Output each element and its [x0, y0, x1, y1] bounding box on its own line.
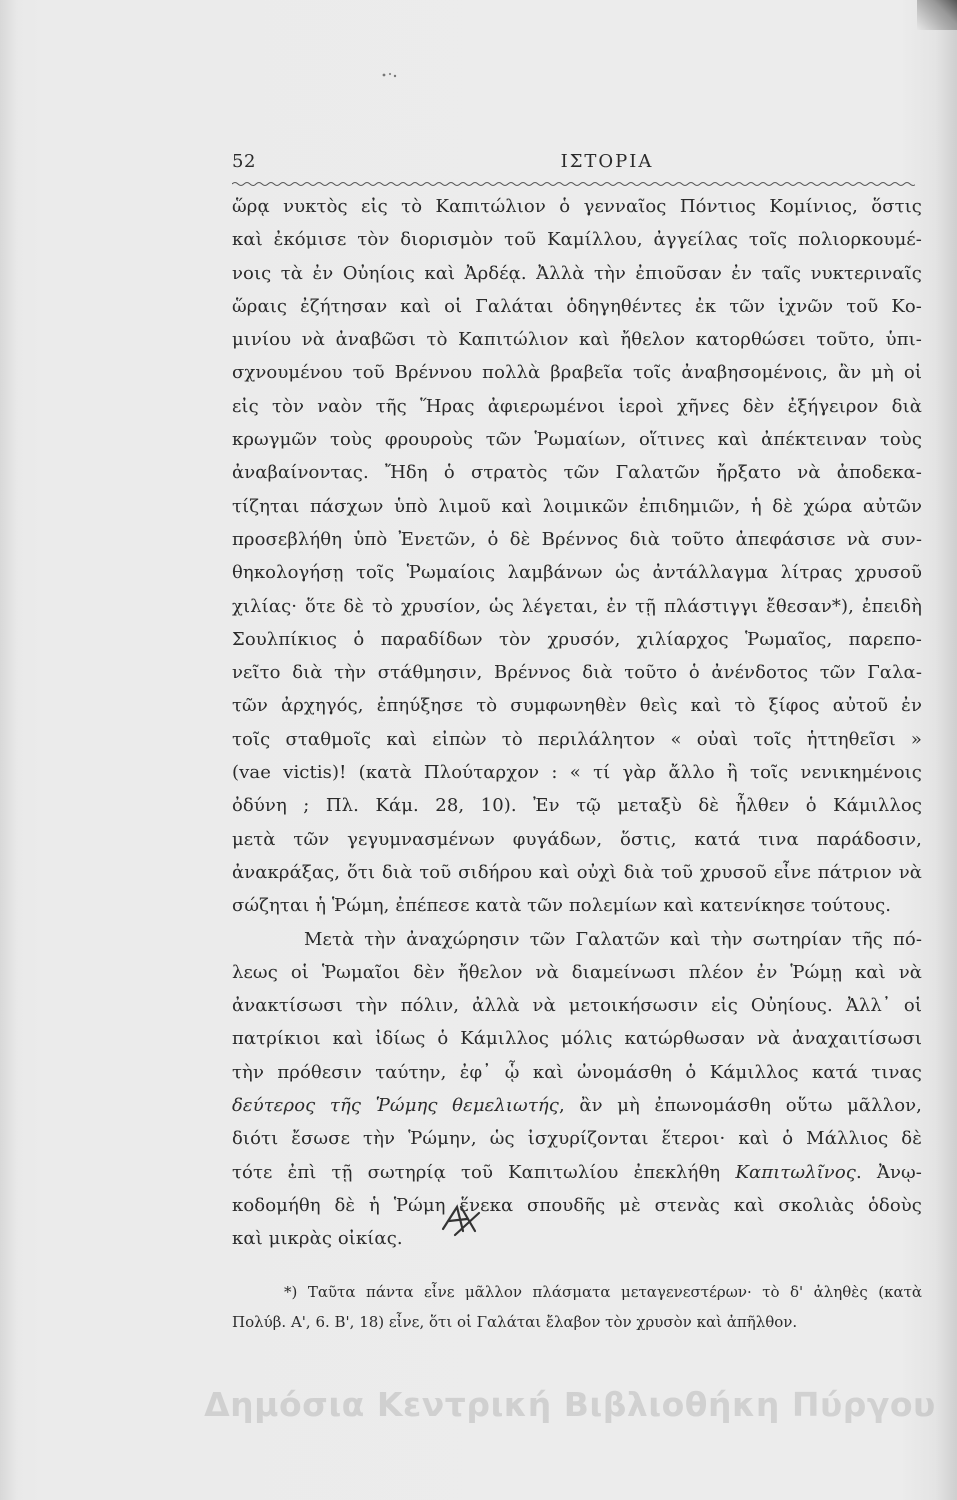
- text-line: σώζηται ἡ Ῥώμη, ἐπέπεσε κατὰ τῶν πολεμίων καὶ κατενίκησε τούτους.: [232, 895, 892, 917]
- text-line: χιλίας· ὅτε δὲ τὸ χρυσίον, ὡς λέγεται, ἐν τῇ πλάστιγγι ἔθεσαν*), ἐπειδὴ: [232, 595, 922, 617]
- footnote: [232, 1277, 922, 1337]
- ink-specks: [380, 70, 400, 80]
- text-line: προσεβλήθη ὑπὸ Ἐνετῶν, ὁ δὲ Βρέννος διὰ τοῦτο ἀπεφάσισε νὰ συν-: [232, 528, 922, 550]
- text-line: ἀνακράξας, ὅτι διὰ τοῦ σιδήρου καὶ οὐχὶ διὰ τοῦ χρυσοῦ εἶνε πάτριον νὰ: [232, 861, 922, 883]
- text-line: τῶν ἀρχηγός, ἐπηύξησε τὸ συμφωνηθὲν θεὶς καὶ τὸ ξίφος αὐτοῦ ἐν: [232, 695, 922, 717]
- text-line: ὥρᾳ νυκτὸς εἰς τὸ Καπιτώλιον ὁ γενναῖος Πόντιος Κομίνιος, ὅστις: [232, 196, 922, 217]
- text-line: καὶ ἐκόμισε τὸν διορισμὸν τοῦ Καμίλλου, ἀγγείλας τοῖς πολιορκουμέ-: [232, 229, 922, 251]
- text-line: νοις τὰ ἐν Οὐηίοις καὶ Ἀρδέᾳ. Ἀλλὰ τὴν ἐπιοῦσαν ἐν ταῖς νυκτεριναῖς: [232, 262, 922, 284]
- text-line: Μετὰ τὴν ἀναχώρησιν τῶν Γαλατῶν καὶ τὴν σωτηρίαν τῆς πό-: [304, 928, 922, 950]
- page-corner-shadow: [917, 0, 957, 30]
- footnote-line: Πολύβ. Α', 6. Β', 18) εἶνε, ὅτι οἱ Γαλάται ἔλαβον τὸν χρυσὸν καὶ ἀπῆλθον.: [232, 1313, 798, 1331]
- library-watermark: Δημόσια Κεντρική Βιβλιοθήκη Πύργου: [204, 1385, 936, 1424]
- page-number: 52: [232, 151, 256, 172]
- text-line: λεως οἱ Ῥωμαῖοι δὲν ἤθελον νὰ διαμείνωσι πλέον ἐν Ῥώμῃ καὶ νὰ: [232, 961, 922, 983]
- text-line: κρωγμῶν τοὺς φρουροὺς τῶν Ῥωμαίων, οἵτινες καὶ ἀπέκτειναν τοὺς: [232, 429, 922, 451]
- text-line: τίζηται πάσχων ὑπὸ λιμοῦ καὶ λοιμικῶν ἐπιδημιῶν, ἡ δὲ χώρα αὐτῶν: [232, 495, 922, 517]
- text-line: μετὰ τῶν γεγυμνασμένων φυγάδων, ὅστις, κατά τινα παράδοσιν,: [232, 828, 922, 850]
- running-title: ΙΣΤΟΡΙΑ: [560, 151, 654, 172]
- wavy-header-rule: [232, 180, 915, 188]
- text-line: τοῖς σταθμοῖς καὶ εἰπὼν τὸ περιλάλητον « οὐαὶ τοῖς ἡττηθεῖσι »: [232, 728, 922, 750]
- text-line: κοδομήθη δὲ ἡ Ῥώμη ἕνεκα σπουδῆς μὲ στενὰς καὶ σκολιὰς ὁδοὺς: [232, 1194, 922, 1216]
- text-line: Σουλπίκιος ὁ παραδίδων τὸν χρυσόν, χιλίαρχος Ῥωμαῖος, παρεπο-: [232, 628, 922, 650]
- text-line: εἰς τὸν ναὸν τῆς Ἥρας ἀφιερωμένοι ἱεροὶ χῆνες δὲν ἐξήγειρον διὰ: [232, 395, 922, 417]
- text-line: καὶ μικρὰς οἰκίας.: [232, 1228, 403, 1250]
- text-line: διότι ἔσωσε τὴν Ῥώμην, ὡς ἰσχυρίζονται ἕτεροι· καὶ ὁ Μάλλιος δὲ: [232, 1128, 922, 1150]
- text-line: σχνουμένου τοῦ Βρέννου πολλὰ βραβεῖα τοῖς ἀναβησομένοις, ἂν μὴ οἱ: [232, 362, 922, 384]
- text-line: (vae victis)! (κατὰ Πλούταρχον : « τί γὰρ ἄλλο ἢ τοῖς νενικημένοις: [232, 762, 922, 784]
- body-text: [232, 190, 922, 1256]
- text-line: μινίου νὰ ἀναβῶσι τὸ Καπιτώλιον καὶ ἤθελον κατορθώσει τοῦτο, ὑπι-: [232, 329, 922, 351]
- text-line: τὴν πρόθεσιν ταύτην, ἐφ᾽ ᾧ καὶ ὠνομάσθη ὁ Κάμιλλος κατά τινας: [232, 1061, 922, 1083]
- text-line: τότε ἐπὶ τῇ σωτηρίᾳ τοῦ Καπιτωλίου ἐπεκλήθη Καπιτωλῖνος. Ἀνῳ-: [232, 1161, 922, 1183]
- text-line: νεῖτο διὰ τὴν στάθμησιν, Βρέννος διὰ τοῦτο ὁ ἀνένδοτος τῶν Γαλα-: [232, 662, 922, 684]
- text-line: ὥραις ἐζήτησαν καὶ οἱ Γαλάται ὁδηγηθέντες ἐκ τῶν ἰχνῶν τοῦ Κο-: [232, 295, 922, 317]
- text-line: ὀδύνη ; Πλ. Κάμ. 28, 10). Ἐν τῷ μεταξὺ δὲ ἦλθεν ὁ Κάμιλλος: [232, 795, 922, 817]
- page-header: [232, 151, 917, 177]
- text-line: ἀναβαίνοντας. Ἤδη ὁ στρατὸς τῶν Γαλατῶν ἤρξατο νὰ ἀποδεκα-: [232, 462, 922, 484]
- text-line: ἀνακτίσωσι τὴν πόλιν, ἀλλὰ νὰ μετοικήσωσιν εἰς Οὐηίους. Ἀλλ᾽ οἱ: [232, 995, 922, 1017]
- text-line: δεύτερος τῆς Ῥώμης θεμελιωτής, ἂν μὴ ἐπωνομάσθη οὕτω μᾶλλον,: [232, 1095, 922, 1117]
- text-line: πατρίκιοι καὶ ἰδίως ὁ Κάμιλλος μόλις κατώρθωσαν νὰ ἀναχαιτίσωσι: [232, 1028, 922, 1050]
- footnote-line: *) Ταῦτα πάντα εἶνε μᾶλλον πλάσματα μεταγενεστέρων· τὸ δ' ἀληθὲς (κατὰ: [284, 1283, 922, 1301]
- handwritten-mark: [437, 1201, 483, 1239]
- text-line: θηκολογήσῃ τοῖς Ῥωμαίοις λαμβάνων ὡς ἀντάλλαγμα λίτρας χρυσοῦ: [232, 562, 922, 584]
